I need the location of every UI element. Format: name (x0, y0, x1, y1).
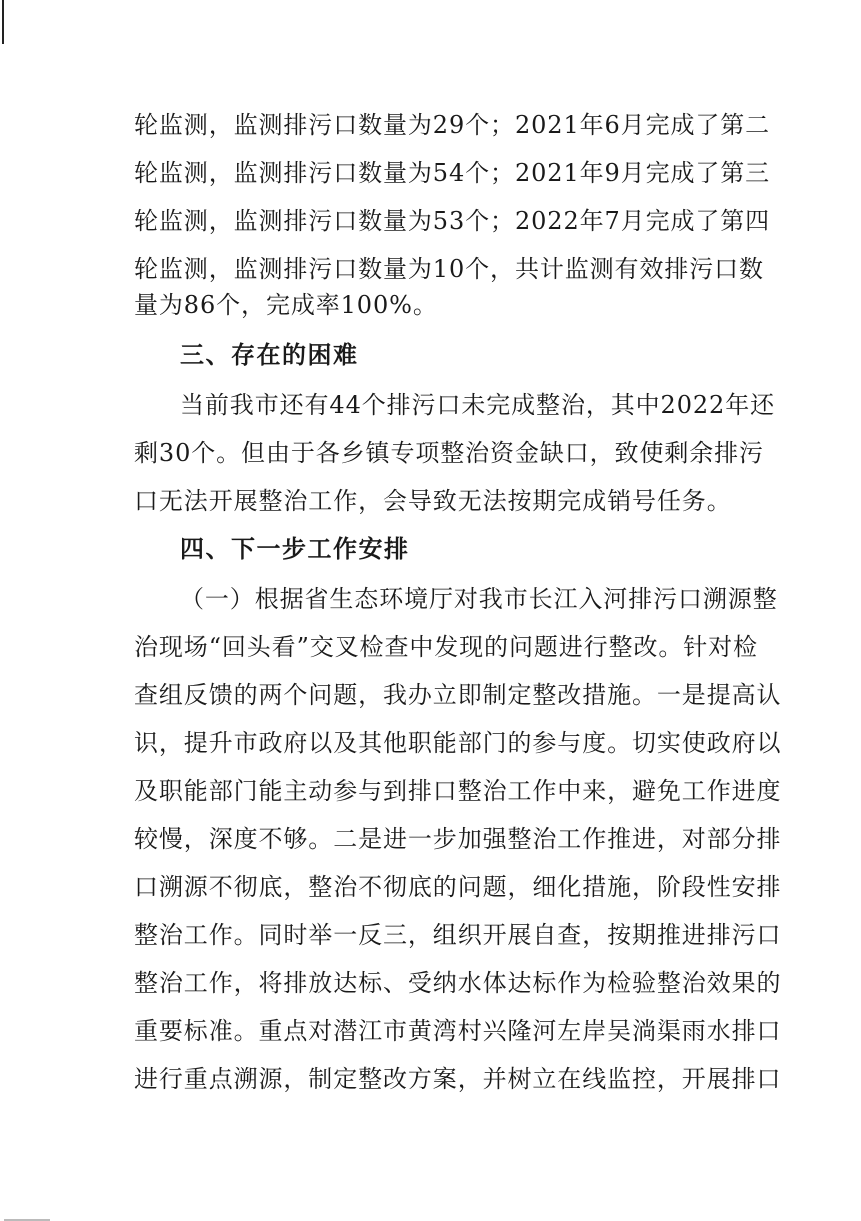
section-heading-next-steps: 四、下一步工作安排 (180, 535, 410, 563)
paragraph-line: （一）根据省生态环境厅对我市长江入河排污口溯源整 (180, 585, 778, 613)
paragraph-line: 剩30个。但由于各乡镇专项整治资金缺口，致使剩余排污 (134, 439, 764, 467)
section-heading-difficulties: 三、存在的困难 (180, 341, 359, 369)
paragraph-line: 量为86个，完成率100%。 (134, 291, 438, 319)
paragraph-line: 轮监测，监测排污口数量为54个；2021年9月完成了第三 (134, 159, 771, 187)
paragraph-line: 口溯源不彻底，整治不彻底的问题，细化措施，阶段性安排 (134, 873, 782, 901)
paragraph-line: 及职能部门能主动参与到排口整治工作中来，避免工作进度 (134, 777, 782, 805)
paragraph-line: 口无法开展整治工作，会导致无法按期完成销号任务。 (134, 487, 732, 515)
paragraph-line: 治现场“回头看”交叉检查中发现的问题进行整改。针对检 (134, 633, 758, 661)
paragraph-line: 进行重点溯源，制定整改方案，并树立在线监控，开展排口 (134, 1065, 782, 1093)
paragraph-line: 当前我市还有44个排污口未完成整治，其中2022年还 (180, 391, 776, 419)
paragraph-line: 查组反馈的两个问题，我办立即制定整改措施。一是提高认 (134, 681, 782, 709)
paragraph-line: 整治工作，将排放达标、受纳水体达标作为检验整治效果的 (134, 969, 782, 997)
paragraph-line: 轮监测，监测排污口数量为53个；2022年7月完成了第四 (134, 207, 771, 235)
paragraph-line: 轮监测，监测排污口数量为10个，共计监测有效排污口数 (134, 255, 764, 283)
paragraph-line: 整治工作。同时举一反三，组织开展自查，按期推进排污口 (134, 921, 782, 949)
paragraph-line: 重要标准。重点对潜江市黄湾村兴隆河左岸吴淌渠雨水排口 (134, 1017, 782, 1045)
paragraph-line: 较慢，深度不够。二是进一步加强整治工作推进，对部分排 (134, 825, 782, 853)
paragraph-line: 轮监测，监测排污口数量为29个；2021年6月完成了第二 (134, 111, 771, 139)
paragraph-line: 识，提升市政府以及其他职能部门的参与度。切实使政府以 (134, 729, 782, 757)
